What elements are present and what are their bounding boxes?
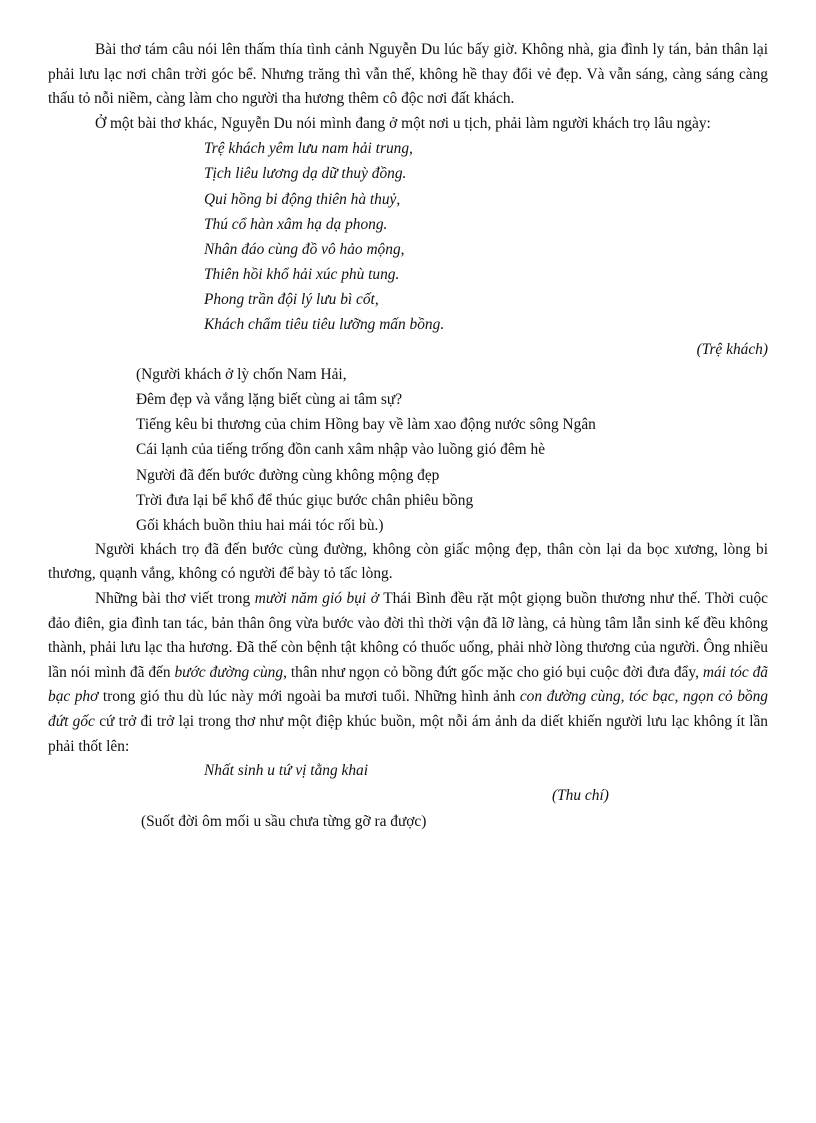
paragraph-intro: Bài thơ tám câu nói lên thấm thía tình cảnh Nguyễn Du lúc bấy giờ. Không nhà, gia đình ly tán, bản thân lại phải lưu lạc nơi chân trời góc bể. Nhưng trăng thì vẫn thế, không hề thay đổi vẻ đẹp. Và vẫn sáng, càng sáng càng thấu tỏ nỗi niềm, càng làm cho người tha hương thêm cô độc nơi đất khách.: [48, 41, 768, 108]
poem-line: Trệ khách yêm lưu nam hải trung,: [204, 140, 413, 158]
poem-line: Thiên hồi khổ hải xúc phù tung.: [204, 265, 400, 283]
italic-phrase: mười năm gió bụi ở: [254, 589, 379, 607]
text-run: Thái Bình đều rặt một giọng buồn thương như thế. Thời cuộc đảo điên, gia đình tan tác, bản thân ông vừa bước vào đời thì thời vận đã lỡ làng, cả hùng tâm lẫn sinh kế đều không thành, phải lưu lạc tha hương. Đã thế còn bệnh tật không có thuốc uống, phải nhờ lòng thương của người. Ông nhiều lần nói mình đã đến: [48, 589, 768, 681]
paragraph-analysis: [48, 587, 768, 759]
poem-source-tre-khach: (Trệ khách): [696, 341, 768, 359]
paragraph-lead-in: Ở một bài thơ khác, Nguyễn Du nói mình đang ở một nơi u tịch, phải làm người khách trọ lâu ngày:: [95, 114, 711, 132]
document-page: [48, 38, 768, 835]
italic-phrase: con đường cùng, tóc bạc, ngọn cỏ bồng đứt gốc: [48, 688, 768, 730]
translation-line: (Người khách ở lỳ chốn Nam Hải,: [136, 366, 347, 384]
translation-line: Người đã đến bước đường cùng không mộng đẹp: [136, 466, 440, 484]
poem-line: Qui hồng bi động thiên hà thuỷ,: [204, 190, 401, 208]
translation-tre-khach: [48, 362, 768, 538]
paragraph-commentary: Người khách trọ đã đến bước cùng đường, không còn giấc mộng đẹp, thân còn lại da bọc xương, lòng bi thương, quạnh vắng, không có người để bày tỏ tấc lòng.: [48, 540, 768, 583]
text-run: cứ trở đi trở lại trong thơ như một điệp khúc buồn, một nỗi ám ảnh da diết khiến người lưu lạc không ít lần phải thốt lên:: [48, 712, 768, 755]
text-run: Những bài thơ viết trong: [95, 589, 255, 607]
poem-line: Tịch liêu lương dạ dữ thuỳ đồng.: [204, 165, 407, 183]
poem-line-thu-chi: Nhất sinh u tứ vị tằng khai: [204, 762, 369, 780]
italic-phrase: mái tóc đã bạc phơ: [48, 663, 768, 706]
translation-line: Gối khách buồn thiu hai mái tóc rối bù.): [136, 516, 384, 534]
italic-phrase: bước đường cùng: [174, 663, 284, 681]
poem-tre-khach: [48, 136, 768, 337]
poem-line: Nhân đáo cùng đồ vô hảo mộng,: [204, 240, 405, 258]
poem-line: Thú cổ hàn xâm hạ dạ phong.: [204, 215, 388, 233]
translation-line: Tiếng kêu bi thương của chim Hồng bay về làm xao động nước sông Ngân: [136, 416, 596, 434]
poem-line: Phong trần đội lý lưu bì cốt,: [204, 290, 379, 308]
text-run: trong gió thu dù lúc này mới ngoài ba mươi tuổi. Những hình ảnh: [98, 688, 520, 706]
translation-thu-chi: (Suốt đời ôm mối u sầu chưa từng gỡ ra được): [141, 813, 427, 831]
poem-source-thu-chi: (Thu chí): [552, 787, 609, 805]
translation-line: Trời đưa lại bể khổ để thúc giục bước chân phiêu bồng: [136, 491, 474, 509]
translation-line: Cái lạnh của tiếng trống đồn canh xâm nhập vào luồng gió đêm hè: [136, 441, 546, 459]
poem-line: Khách chẩm tiêu tiêu lưỡng mấn bồng.: [204, 316, 445, 334]
text-run: , thân như ngọn cỏ bồng đứt gốc mặc cho gió bụi cuộc đời đưa đẩy,: [283, 663, 703, 681]
translation-line: Đêm đẹp và vắng lặng biết cùng ai tâm sự?: [136, 391, 403, 409]
